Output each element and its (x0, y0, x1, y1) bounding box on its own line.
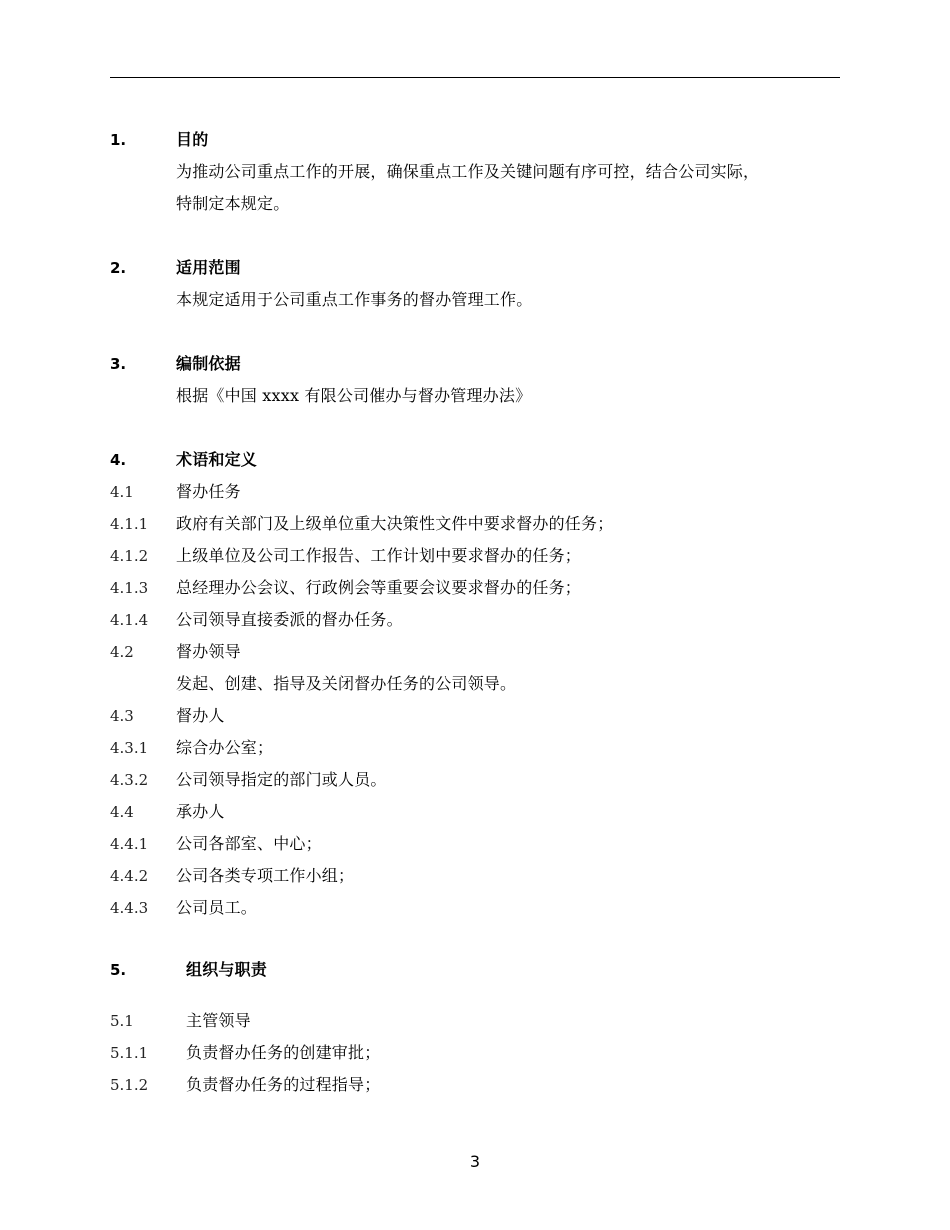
item-number: 4.1 (110, 483, 134, 501)
item-text: 公司员工。 (176, 898, 258, 917)
item-number: 4.3.2 (110, 771, 149, 789)
section-number: 5. (110, 961, 127, 979)
item-text: 督办领导 (176, 642, 241, 661)
item-text: 发起、创建、指导及关闭督办任务的公司领导。 (176, 674, 517, 693)
item-number: 5.1 (110, 1012, 134, 1030)
item-number: 4.3 (110, 707, 134, 725)
item-number: 4.2 (110, 643, 134, 661)
item-number: 5.1.2 (110, 1076, 149, 1094)
item-number: 4.4.2 (110, 867, 149, 885)
paragraph-text: 根据《中国 xxxx 有限公司催办与督办管理办法》 (176, 386, 532, 405)
section-title: 组织与职责 (186, 960, 268, 979)
paragraph-text: 为推动公司重点工作的开展，确保重点工作及关键问题有序可控，结合公司实际， (176, 162, 760, 181)
item-text: 上级单位及公司工作报告、工作计划中要求督办的任务； (176, 546, 582, 565)
section-number: 3. (110, 355, 127, 373)
item-number: 4.1.1 (110, 515, 149, 533)
item-text: 公司领导指定的部门或人员。 (176, 770, 387, 789)
paragraph-text: 本规定适用于公司重点工作事务的督办管理工作。 (176, 290, 533, 309)
page-number: 3 (469, 1152, 481, 1171)
section-number: 2. (110, 259, 127, 277)
item-text: 公司各类专项工作小组； (176, 866, 355, 885)
item-number: 5.1.1 (110, 1044, 149, 1062)
section-title: 术语和定义 (176, 450, 258, 469)
item-text: 公司领导直接委派的督办任务。 (176, 610, 403, 629)
item-text: 综合办公室； (176, 738, 274, 757)
item-text: 督办任务 (176, 482, 241, 501)
section-number: 1. (110, 131, 127, 149)
section-title: 目的 (176, 130, 209, 149)
item-text: 负责督办任务的创建审批； (186, 1043, 381, 1062)
item-number: 4.4.1 (110, 835, 149, 853)
item-number: 4.1.4 (110, 611, 149, 629)
item-number: 4.3.1 (110, 739, 149, 757)
section-number: 4. (110, 451, 127, 469)
item-text: 督办人 (176, 706, 225, 725)
section-title: 编制依据 (176, 354, 241, 373)
item-text: 承办人 (176, 802, 225, 821)
item-text: 公司各部室、中心； (176, 834, 322, 853)
item-text: 政府有关部门及上级单位重大决策性文件中要求督办的任务； (176, 514, 614, 533)
item-number: 4.4.3 (110, 899, 149, 917)
item-text: 主管领导 (186, 1011, 251, 1030)
item-text: 负责督办任务的过程指导； (186, 1075, 381, 1094)
paragraph-text: 特制定本规定。 (176, 194, 290, 213)
section-title: 适用范围 (176, 258, 241, 277)
item-number: 4.1.2 (110, 547, 149, 565)
item-text: 总经理办公会议、行政例会等重要会议要求督办的任务； (176, 578, 582, 597)
item-number: 4.1.3 (110, 579, 149, 597)
header-rule (110, 77, 840, 78)
item-number: 4.4 (110, 803, 134, 821)
